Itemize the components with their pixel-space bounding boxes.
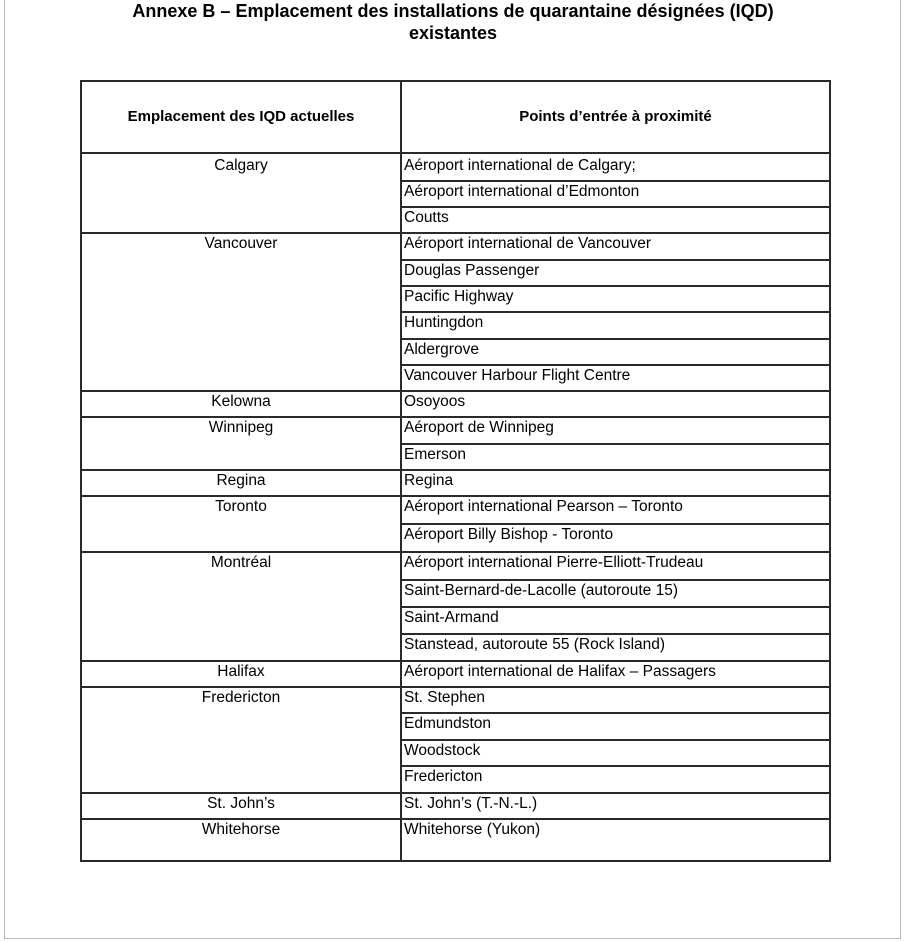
entry-point-cell: St. John’s (T.-N.-L.) <box>404 795 538 812</box>
group-divider <box>82 686 829 688</box>
location-cell: St. John’s <box>207 795 275 812</box>
entry-point-cell: Aéroport international de Vancouver <box>404 235 652 252</box>
entry-point-cell: Saint-Armand <box>404 609 499 626</box>
table-header <box>82 82 829 154</box>
entry-point-cell: Fredericton <box>404 768 483 785</box>
entry-point-cell: Aéroport international Pierre-Elliott-Trudeau <box>404 554 704 571</box>
row-divider <box>402 579 829 581</box>
table-group <box>82 469 829 495</box>
entry-point-cell: Aéroport Billy Bishop - Toronto <box>404 526 614 543</box>
location-cell: Fredericton <box>201 689 281 706</box>
group-divider <box>82 660 829 662</box>
table-group <box>82 686 829 792</box>
group-divider <box>82 495 829 497</box>
entry-point-cell: St. Stephen <box>404 689 486 706</box>
row-divider <box>402 311 829 313</box>
location-cell: Regina <box>216 472 266 489</box>
entry-point-cell: Pacific Highway <box>404 288 514 305</box>
entry-point-cell: Emerson <box>404 446 467 463</box>
entry-point-cell: Regina <box>404 472 454 489</box>
entry-point-cell: Vancouver Harbour Flight Centre <box>404 367 631 384</box>
group-divider <box>82 551 829 553</box>
location-cell: Calgary <box>214 157 268 174</box>
row-divider <box>402 180 829 182</box>
row-divider <box>402 523 829 525</box>
row-divider <box>402 765 829 767</box>
table-group <box>82 818 829 860</box>
row-divider <box>402 606 829 608</box>
entry-point-cell: Osoyoos <box>404 393 466 410</box>
row-divider <box>402 739 829 741</box>
quarantine-facilities-table <box>80 80 831 862</box>
location-cell: Vancouver <box>204 235 278 252</box>
row-divider <box>402 443 829 445</box>
row-divider <box>402 285 829 287</box>
table-group <box>82 154 829 232</box>
row-divider <box>402 206 829 208</box>
location-cell: Winnipeg <box>208 419 274 436</box>
row-divider <box>402 338 829 340</box>
location-cell: Whitehorse <box>201 821 281 838</box>
table-group <box>82 416 829 469</box>
entry-point-cell: Aéroport de Winnipeg <box>404 419 554 436</box>
location-cell: Kelowna <box>211 393 271 410</box>
entry-point-cell: Whitehorse (Yukon) <box>404 821 541 838</box>
title-line-1: Annexe B – Emplacement des installations de quarantaine désignées (IQD) <box>132 1 774 21</box>
header-location: Emplacement des IQD actuelles <box>127 108 355 125</box>
table-group <box>82 390 829 416</box>
row-divider <box>402 712 829 714</box>
group-divider <box>82 818 829 820</box>
entry-point-cell: Aldergrove <box>404 341 479 358</box>
page-title <box>0 0 906 44</box>
entry-point-cell: Stanstead, autoroute 55 (Rock Island) <box>404 636 666 653</box>
location-cell: Toronto <box>215 498 267 515</box>
entry-point-cell: Douglas Passenger <box>404 262 540 279</box>
group-divider <box>82 792 829 794</box>
table-group <box>82 660 829 686</box>
group-divider <box>82 232 829 234</box>
entry-point-cell: Saint-Bernard-de-Lacolle (autoroute 15) <box>404 582 678 599</box>
location-cell: Montréal <box>210 554 272 571</box>
table-group <box>82 551 829 660</box>
group-divider <box>82 469 829 471</box>
location-cell: Halifax <box>217 663 265 680</box>
entry-point-cell: Aéroport international d’Edmonton <box>404 183 640 200</box>
entry-point-cell: Huntingdon <box>404 314 484 331</box>
table-group <box>82 232 829 390</box>
row-divider <box>402 633 829 635</box>
title-line-2: existantes <box>408 23 498 43</box>
table-group <box>82 792 829 818</box>
table-group <box>82 495 829 551</box>
row-divider <box>402 364 829 366</box>
row-divider <box>402 259 829 261</box>
header-entry-points: Points d’entrée à proximité <box>519 108 712 125</box>
entry-point-cell: Woodstock <box>404 742 481 759</box>
group-divider <box>82 390 829 392</box>
entry-point-cell: Aéroport international Pearson – Toronto <box>404 498 683 515</box>
entry-point-cell: Coutts <box>404 209 449 226</box>
group-divider <box>82 416 829 418</box>
entry-point-cell: Aéroport international de Calgary; <box>404 157 636 174</box>
entry-point-cell: Aéroport international de Halifax – Passagers <box>404 663 716 680</box>
entry-point-cell: Edmundston <box>404 715 492 732</box>
